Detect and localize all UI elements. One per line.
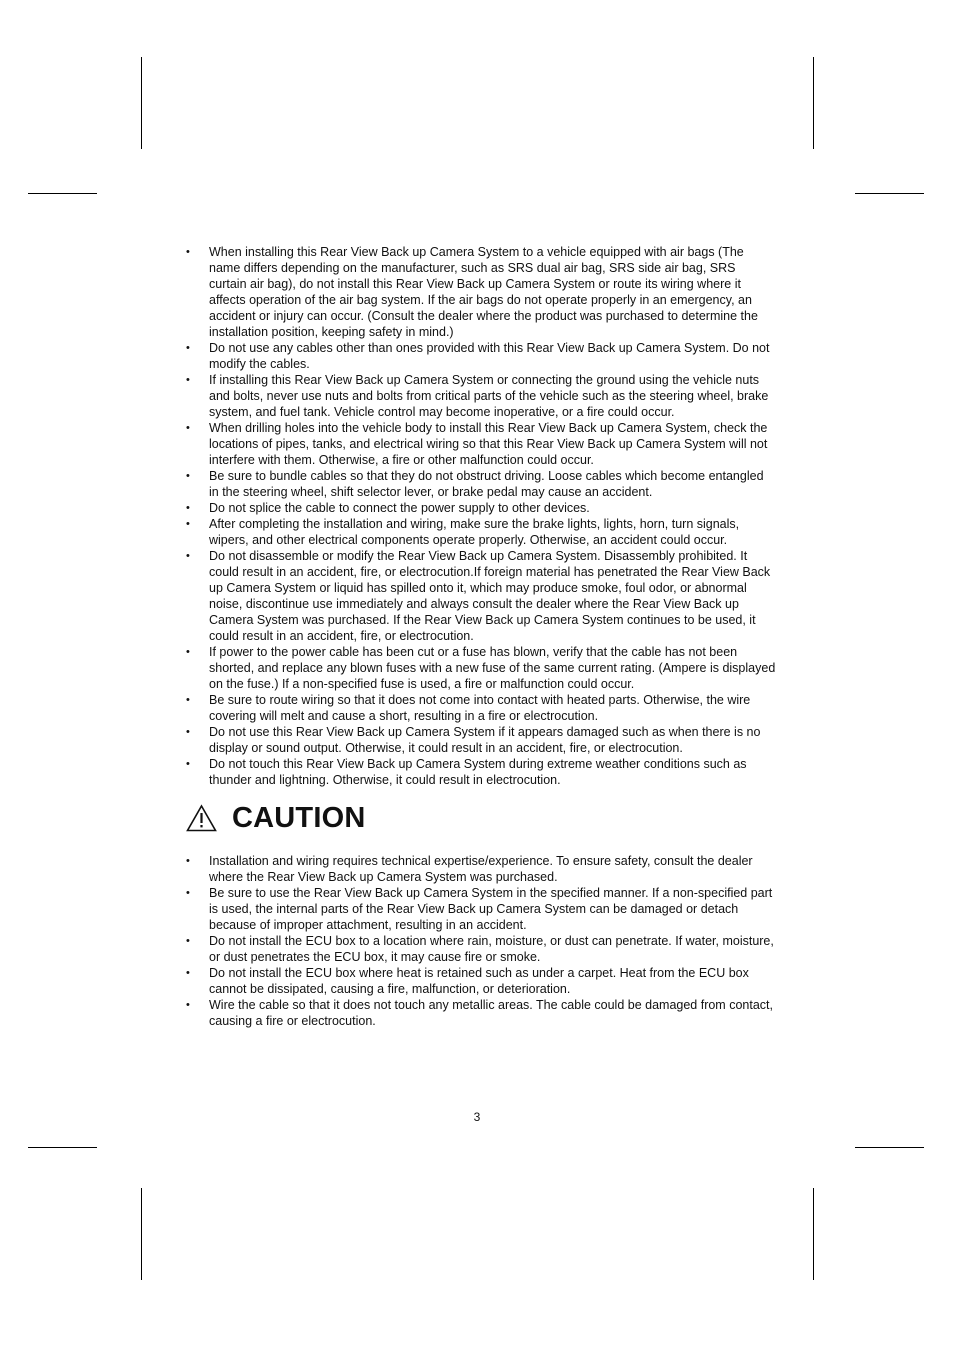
list-item: • When installing this Rear View Back up Camera System to a vehicle equipped with air bags (The name differs depending on the manufacturer, such as SRS dual air bag, SRS side air bag, SRS curtain air bag), do not install this Rear View Back up Camera System or route its wiring where it affects operation of the air bag system. If the air bags do not operate properly in an emergency, an accident or injury can occur. (Consult the dealer where the product was purchased to determine the installation position, keeping safety in mind.) <box>186 244 776 340</box>
crop-mark-top-right-horizontal <box>855 193 924 194</box>
list-item: • Installation and wiring requires technical expertise/experience. To ensure safety, consult the dealer where the Rear View Back up Camera System was purchased. <box>186 853 776 885</box>
caution-title: CAUTION <box>232 801 366 834</box>
crop-mark-bottom-right-vertical <box>813 1188 814 1280</box>
list-item: • Do not touch this Rear View Back up Camera System during extreme weather conditions such as thunder and lightning. Otherwise, it could result in electrocution. <box>186 756 776 788</box>
crop-mark-bottom-right-horizontal <box>855 1147 924 1148</box>
page-number: 3 <box>473 1110 481 1124</box>
list-item: • When drilling holes into the vehicle body to install this Rear View Back up Camera System, check the locations of pipes, tanks, and electrical wiring so that this Rear View Back up Camera System will not interfere with them. Otherwise, a fire or other malfunction could occur. <box>186 420 776 468</box>
warning-list <box>186 244 776 788</box>
crop-mark-top-left-horizontal <box>28 193 97 194</box>
caution-list <box>186 853 776 1029</box>
list-item: • Do not install the ECU box where heat is retained such as under a carpet. Heat from the ECU box cannot be dissipated, causing a fire, malfunction, or deterioration. <box>186 965 776 997</box>
list-item: • Do not use any cables other than ones provided with this Rear View Back up Camera System. Do not modify the cables. <box>186 340 776 372</box>
list-item: • Do not disassemble or modify the Rear View Back up Camera System. Disassembly prohibited. It could result in an accident, fire, or electrocution.If foreign material has penetrated the Rear View Back up Camera System or liquid has spilled onto it, which may produce smoke, foul odor, or abnormal noise, discontinue use immediately and always consult the dealer where the Rear View Back up Camera System was purchased. If the Rear View Back up Camera System continues to be used, it could result in an accident, fire, or electrocution. <box>186 548 776 644</box>
crop-mark-bottom-left-horizontal <box>28 1147 97 1148</box>
crop-mark-top-right-vertical <box>813 57 814 149</box>
list-item: • Be sure to bundle cables so that they do not obstruct driving. Loose cables which become entangled in the steering wheel, shift selector lever, or brake pedal may cause an accident. <box>186 468 776 500</box>
crop-mark-bottom-left-vertical <box>141 1188 142 1280</box>
caution-heading <box>186 798 366 838</box>
list-item: • After completing the installation and wiring, make sure the brake lights, lights, horn, turn signals, wipers, and other electrical components operate properly. Otherwise, an accident could occur. <box>186 516 776 548</box>
list-item: • Wire the cable so that it does not touch any metallic areas. The cable could be damaged from contact, causing a fire or electrocution. <box>186 997 776 1029</box>
crop-mark-top-left-vertical <box>141 57 142 149</box>
list-item: • Be sure to route wiring so that it does not come into contact with heated parts. Otherwise, the wire covering will melt and cause a short, resulting in a fire or electrocution. <box>186 692 776 724</box>
list-item: • Be sure to use the Rear View Back up Camera System in the specified manner. If a non-specified part is used, the internal parts of the Rear View Back up Camera System can be damaged or detach because of improper attachment, resulting in an accident. <box>186 885 776 933</box>
list-item: • Do not splice the cable to connect the power supply to other devices. <box>186 500 776 516</box>
list-item: • If installing this Rear View Back up Camera System or connecting the ground using the vehicle nuts and bolts, never use nuts and bolts from critical parts of the vehicle such as the steering wheel, brake system, and fuel tank. Vehicle control may become inoperative, or a fire could occur. <box>186 372 776 420</box>
list-item: • Do not install the ECU box to a location where rain, moisture, or dust can penetrate. If water, moisture, or dust penetrates the ECU box, it may cause fire or smoke. <box>186 933 776 965</box>
list-item: • If power to the power cable has been cut or a fuse has blown, verify that the cable has not been shorted, and replace any blown fuses with a new fuse of the same current rating. (Ampere is displayed on the fuse.) If a non-specified fuse is used, a fire or malfunction could occur. <box>186 644 776 692</box>
warning-triangle-icon <box>186 804 217 832</box>
list-item: • Do not use this Rear View Back up Camera System if it appears damaged such as when there is no display or sound output. Otherwise, it could result in an accident, fire, or electrocution. <box>186 724 776 756</box>
